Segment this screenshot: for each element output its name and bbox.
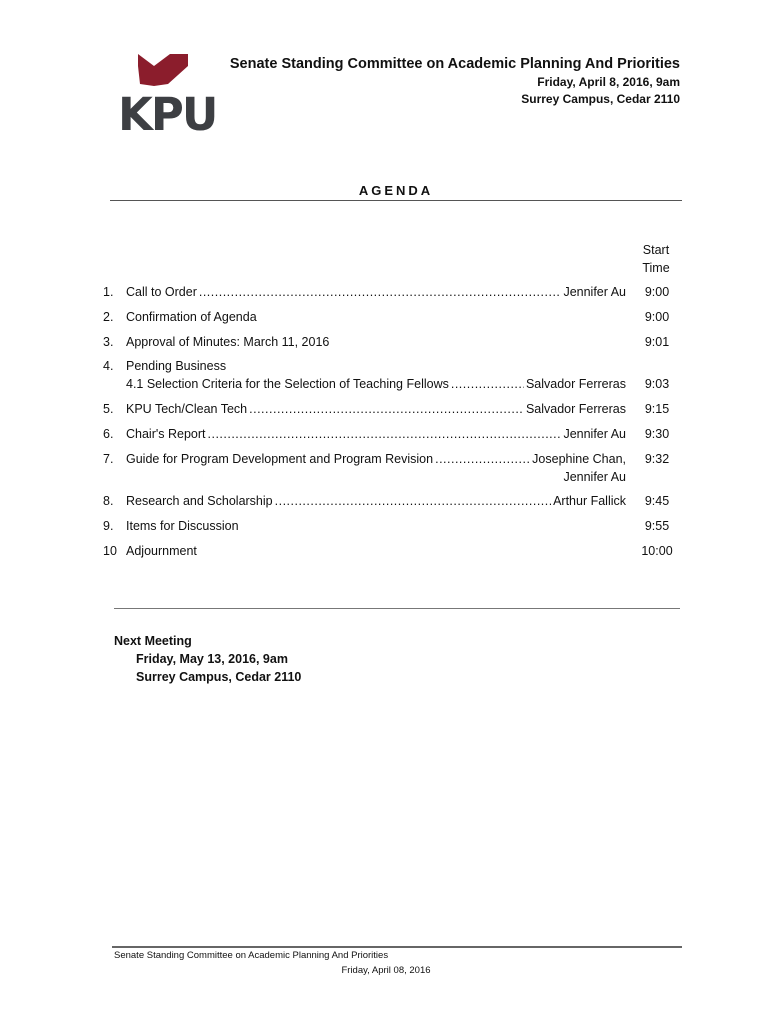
item-presenter: Jennifer Au	[563, 427, 626, 441]
item-presenter: Salvador Ferreras	[525, 402, 626, 416]
item-text: Approval of Minutes: March 11, 2016	[126, 335, 330, 349]
item-time: 9:30	[644, 427, 670, 441]
kpu-chevron-icon	[118, 52, 214, 92]
leader-dots	[451, 375, 524, 393]
leader-dots	[275, 492, 551, 510]
start-time-header: Start Time	[642, 243, 670, 275]
item-subtext: 4.1 Selection Criteria for the Selection of Teaching Fellows	[126, 377, 449, 391]
item-time: 9:01	[644, 335, 670, 349]
item-number: 6.	[103, 427, 114, 441]
item-number: 1.	[103, 285, 114, 299]
leader-dots	[208, 425, 562, 443]
leader-dots	[199, 283, 562, 301]
item-time: 9:03	[644, 377, 670, 391]
item-text: Research and Scholarship	[126, 494, 273, 508]
item-time: 9:00	[644, 310, 670, 324]
item-text: Guide for Program Development and Program Revision	[126, 452, 434, 466]
leader-dots	[249, 400, 524, 418]
next-meeting-label: Next Meeting	[114, 634, 192, 648]
item-text: Call to Order	[126, 285, 197, 299]
item-presenter: Arthur Fallick	[553, 494, 626, 508]
item-text: Adjournment	[126, 544, 197, 558]
item-time: 9:45	[644, 494, 670, 508]
item-number: 7.	[103, 452, 114, 466]
next-meeting-location: Surrey Campus, Cedar 2110	[136, 670, 302, 684]
item-number: 5.	[103, 402, 114, 416]
agenda-heading: AGENDA	[358, 183, 434, 198]
divider	[110, 200, 682, 201]
next-meeting-date: Friday, May 13, 2016, 9am	[136, 652, 288, 666]
next-meeting	[114, 632, 301, 686]
item-number: 3.	[103, 335, 114, 349]
item-number: 9.	[103, 519, 114, 533]
committee-title: Senate Standing Committee on Academic Planning And Priorities	[229, 56, 680, 72]
kpu-logo-text: KPU	[118, 88, 217, 141]
item-time: 9:55	[644, 519, 670, 533]
document-header	[230, 54, 680, 108]
item-time: 9:15	[644, 402, 670, 416]
kpu-logo	[118, 52, 217, 141]
item-presenter-continued: Jennifer Au	[563, 470, 626, 484]
item-number: 2.	[103, 310, 114, 324]
item-text: Pending Business	[126, 359, 227, 373]
item-number: 10	[103, 544, 117, 558]
footer-committee: Senate Standing Committee on Academic Planning And Priorities	[114, 950, 389, 961]
item-number: 8.	[103, 494, 114, 508]
item-presenter: Salvador Ferreras	[525, 377, 626, 391]
item-time: 9:32	[644, 452, 670, 466]
item-number: 4.	[103, 359, 114, 373]
leader-dots	[435, 450, 530, 468]
item-text: Confirmation of Agenda	[126, 310, 257, 324]
item-text: Items for Discussion	[126, 519, 239, 533]
item-presenter: Josephine Chan,	[532, 452, 626, 466]
footer-divider	[112, 946, 682, 948]
meeting-location: Surrey Campus, Cedar 2110	[521, 92, 680, 106]
item-time: 9:00	[644, 285, 670, 299]
item-time: 10:00	[641, 544, 673, 558]
item-presenter: Jennifer Au	[563, 285, 626, 299]
item-text: Chair's Report	[126, 427, 206, 441]
meeting-date: Friday, April 8, 2016, 9am	[537, 75, 680, 89]
footer-date: Friday, April 08, 2016	[341, 965, 431, 976]
item-text: KPU Tech/Clean Tech	[126, 402, 248, 416]
divider	[114, 608, 680, 609]
